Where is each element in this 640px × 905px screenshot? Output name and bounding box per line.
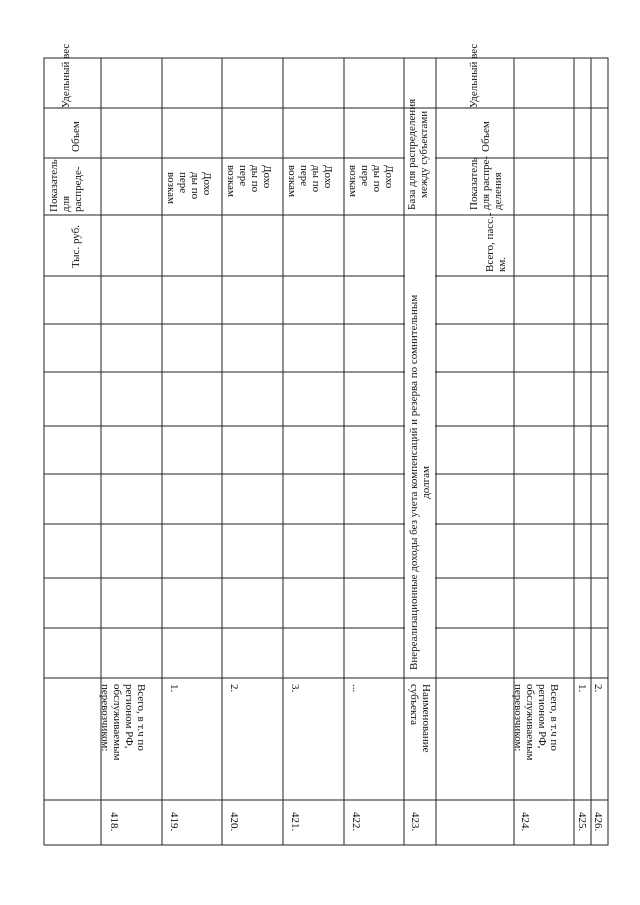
row-num-421: 421. — [289, 812, 301, 832]
row-num-419: 419. — [168, 812, 180, 832]
header-udelny-ves: Удельный вес — [60, 43, 72, 108]
row-423-name: Наименование субъекта — [408, 684, 432, 753]
row-419-income-label: Дохо ды по пере возкам — [165, 172, 213, 204]
row-num-422: 422. — [350, 812, 362, 832]
sub-header-vsego-pass-km: Всего, пасс.- км. — [484, 212, 508, 272]
row-num-420: 420. — [228, 812, 240, 832]
row-num-426: 426. — [592, 812, 604, 832]
row-num-423: 423. — [409, 812, 421, 832]
row-421-name: 3. — [289, 684, 301, 693]
row-num-418: 418. — [108, 812, 120, 832]
row-420-name: 2. — [228, 684, 240, 693]
row-418-name: Всего, в т.ч по регионом РФ, обслуживаемым перевозчиком: — [99, 684, 147, 761]
row-422-income-label: Дохо ды по пере возкам — [347, 165, 395, 197]
section-423-base: База для распределения между субъектами — [406, 98, 430, 210]
section-423-title: Внереализационные доходы без учета компенсаций и резерва по сомнительным долгам — [408, 294, 432, 670]
row-num-425: 425. — [576, 812, 588, 832]
row-num-424: 424. — [519, 812, 531, 832]
sub-header-pokazatel: Показатель для распре- деления — [468, 155, 504, 210]
row-425-name: 1. — [576, 684, 588, 693]
header-obem: Объем — [70, 121, 82, 152]
sub-header-udelny-ves: Удельный вес — [468, 43, 480, 108]
row-424-name: Всего, в т.ч по регионом РФ, обслуживаемым перевозчиком: — [512, 684, 560, 761]
header-pokazatel: Показатель для распреде- — [48, 159, 84, 212]
header-tys-rub: Тыс. руб. — [70, 224, 82, 268]
row-420-income-label: Дохо ды по пере возкам — [225, 165, 273, 197]
row-422-name: ... — [350, 684, 362, 693]
row-419-name: 1. — [168, 684, 180, 693]
row-426-name: 2. — [592, 684, 604, 693]
row-421-income-label: Дохо ды по пере возкам — [286, 165, 334, 197]
sub-header-obem: Объем — [480, 121, 492, 152]
